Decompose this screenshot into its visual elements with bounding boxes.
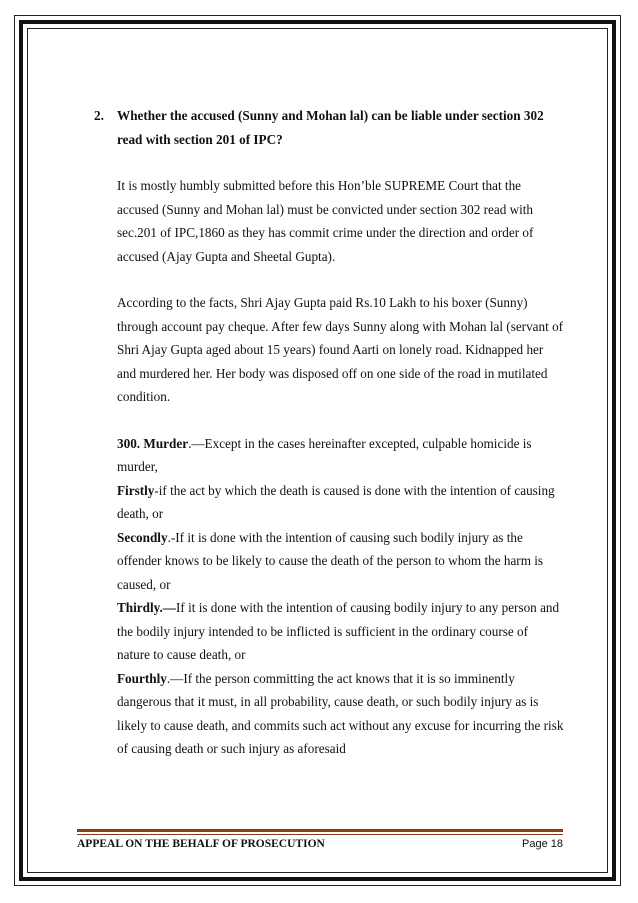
secondly-text: .-If it is done with the intention of causing such bodily injury as the offender knows to be likely to cause the death of the person to whom the harm is caused, or: [117, 529, 544, 592]
thirdly-label: Thirdly.—: [117, 600, 176, 615]
firstly-text: -if the act by which the death is caused is done with the intention of causing death, or: [117, 482, 555, 521]
page-number: Page 18: [522, 838, 563, 850]
secondly-label: Secondly: [117, 529, 168, 545]
clause-thirdly: [94, 596, 564, 667]
page-footer: [77, 838, 563, 850]
heading-number: 2.: [94, 108, 104, 123]
clause-firstly: [94, 479, 564, 526]
murder-title: 300. Murder: [117, 435, 189, 451]
clause-fourthly: [94, 667, 564, 761]
footer-rule-thin: [77, 834, 563, 835]
heading-text: Whether the accused (Sunny and Mohan lal) can be liable under section 302 read with section 201 of IPC?: [117, 108, 544, 147]
clause-secondly: [94, 526, 564, 597]
fourthly-text: .—If the person committing the act knows that it is so imminently dangerous that it must, in all probability, cause death, or such bodily injury as is likely to cause death, and commits such act without any excuse for incurring the risk of causing death or such injury as aforesaid: [117, 670, 564, 756]
murder-intro: .—Except in the cases hereinafter excepted, culpable homicide is murder,: [117, 435, 532, 474]
footer-rule-thick: [77, 829, 563, 832]
fourthly-label: Fourthly: [117, 670, 167, 686]
paragraph-facts: According to the facts, Shri Ajay Gupta paid Rs.10 Lakh to his boxer (Sunny) through account pay cheque. After few days Sunny along with Mohan lal (servant of Shri Ajay Gupta aged about 15 years) found Aarti on lonely road. Kidnapped her and murdered her. Her body was disposed off on one side of the road in mutilated condition.: [117, 295, 564, 404]
murder-definition: [94, 432, 564, 479]
footer-title: APPEAL ON THE BEHALF OF PROSECUTION: [77, 838, 325, 850]
thirdly-text: If it is done with the intention of causing bodily injury to any person and the bodily injury intended to be inflicted is sufficient in the ordinary course of nature to cause death, or: [117, 600, 560, 662]
paragraph-submission: It is mostly humbly submitted before this Hon’ble SUPREME Court that the accused (Sunny and Mohan lal) must be convicted under section 302 read with sec.201 of IPC,1860 as they has commit crime under the direction and order of accused (Ajay Gupta and Sheetal Gupta).: [117, 178, 534, 264]
document-body: [94, 104, 564, 761]
firstly-label: Firstly: [117, 482, 155, 498]
section-heading: [94, 104, 564, 151]
